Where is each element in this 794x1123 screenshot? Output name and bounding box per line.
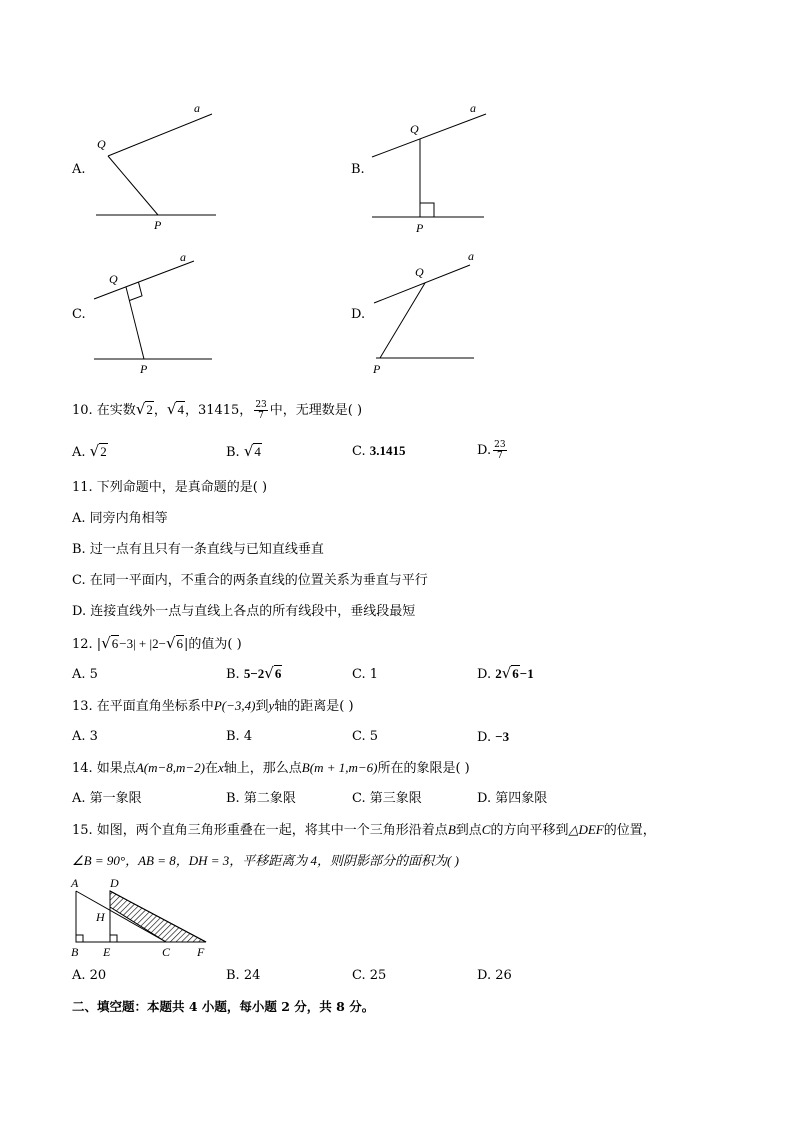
- q11-option-a[interactable]: A. 同旁内角相等: [72, 511, 168, 526]
- svg-text:E: E: [103, 945, 111, 959]
- q15-option-d[interactable]: D. 26: [477, 968, 512, 983]
- q13-option-c[interactable]: C. 5: [352, 729, 379, 744]
- q13-option-a[interactable]: A. 3: [72, 729, 98, 744]
- figure-option-c: [90, 248, 220, 378]
- option-label-b: B.: [351, 162, 365, 177]
- question-12-stem: 12. |√6−3| + |2−√6|的值为( ): [72, 634, 242, 652]
- label-p: P: [373, 362, 381, 376]
- label-a-line: a: [180, 250, 186, 264]
- q14-option-b[interactable]: B. 第二象限: [226, 791, 296, 806]
- svg-text:B: B: [71, 945, 79, 959]
- label-a-line: a: [194, 101, 200, 115]
- question-15-stem-line2: ∠B = 90°，AB = 8，DH = 3，平移距离为 4，则阴影部分的面积为( ): [72, 853, 459, 868]
- label-a-line: a: [468, 249, 474, 263]
- figure-option-a: [90, 100, 230, 240]
- svg-text:C: C: [162, 945, 171, 959]
- q11-option-d[interactable]: D. 连接直线外一点与直线上各点的所有线段中，垂线段最短: [72, 604, 416, 619]
- q10-option-c[interactable]: C. 3.1415: [352, 443, 406, 459]
- question-15-stem-line1: 15. 如图，两个直角三角形重叠在一起，将其中一个三角形沿着点B到点C的方向平移到△DEF的位置，: [72, 822, 656, 838]
- q11-option-b[interactable]: B. 过一点有且只有一条直线与已知直线垂直: [72, 542, 324, 557]
- label-a-line: a: [470, 101, 476, 115]
- q15-option-c[interactable]: C. 25: [352, 968, 387, 983]
- q11-option-c[interactable]: C. 在同一平面内，不重合的两条直线的位置关系为垂直与平行: [72, 573, 428, 588]
- section-2-heading: 二、填空题：本题共 4 小题，每小题 2 分，共 8 分。: [72, 999, 375, 1014]
- q12-option-c[interactable]: C. 1: [352, 667, 379, 682]
- label-q: Q: [109, 272, 118, 286]
- label-q: Q: [410, 122, 419, 136]
- question-13-stem: 13. 在平面直角坐标系中P(−3,4)到y轴的距离是( ): [72, 698, 354, 714]
- q13-option-d[interactable]: D. −3: [477, 729, 510, 745]
- figure-option-d: [368, 248, 498, 378]
- figure-q15-triangles: [68, 874, 218, 964]
- svg-text:H: H: [96, 910, 105, 924]
- option-label-d: D.: [351, 307, 366, 322]
- svg-text:D: D: [110, 876, 119, 890]
- q14-option-a[interactable]: A. 第一象限: [72, 791, 142, 806]
- label-q: Q: [97, 137, 106, 151]
- q12-option-a[interactable]: A. 5: [72, 667, 98, 682]
- figure-option-b: [368, 96, 498, 241]
- q14-option-c[interactable]: C. 第三象限: [352, 791, 422, 806]
- q15-option-a[interactable]: A. 20: [72, 968, 107, 983]
- q10-option-a[interactable]: A. √2: [72, 442, 107, 460]
- label-p: P: [140, 362, 148, 376]
- q10-option-d[interactable]: D. $\frac{23}{7}$: [477, 440, 506, 461]
- svg-text:F: F: [197, 945, 205, 959]
- question-11-stem: 11. 下列命题中，是真命题的是( ): [72, 480, 268, 495]
- q12-option-d[interactable]: D. 2√6−1: [477, 664, 534, 682]
- option-label-a: A.: [72, 162, 86, 177]
- label-p: P: [416, 221, 424, 235]
- label-p: P: [154, 218, 162, 232]
- q15-option-b[interactable]: B. 24: [226, 968, 261, 983]
- question-14-stem: 14. 如果点A(m−8,m−2)在x轴上，那么点B(m + 1,m−6)所在的象限是( ): [72, 760, 470, 776]
- svg-text:A: A: [71, 876, 79, 890]
- option-label-c: C.: [72, 307, 86, 322]
- q10-option-b[interactable]: B. √4: [226, 442, 261, 460]
- label-q: Q: [415, 265, 424, 279]
- question-10-stem: 10. 在实数√2，√4，31415， $\frac{23}{7}$ 中，无理数是( ): [72, 400, 363, 421]
- q14-option-d[interactable]: D. 第四象限: [477, 791, 548, 806]
- q12-option-b[interactable]: B. 5−2√6: [226, 664, 282, 682]
- q13-option-b[interactable]: B. 4: [226, 729, 253, 744]
